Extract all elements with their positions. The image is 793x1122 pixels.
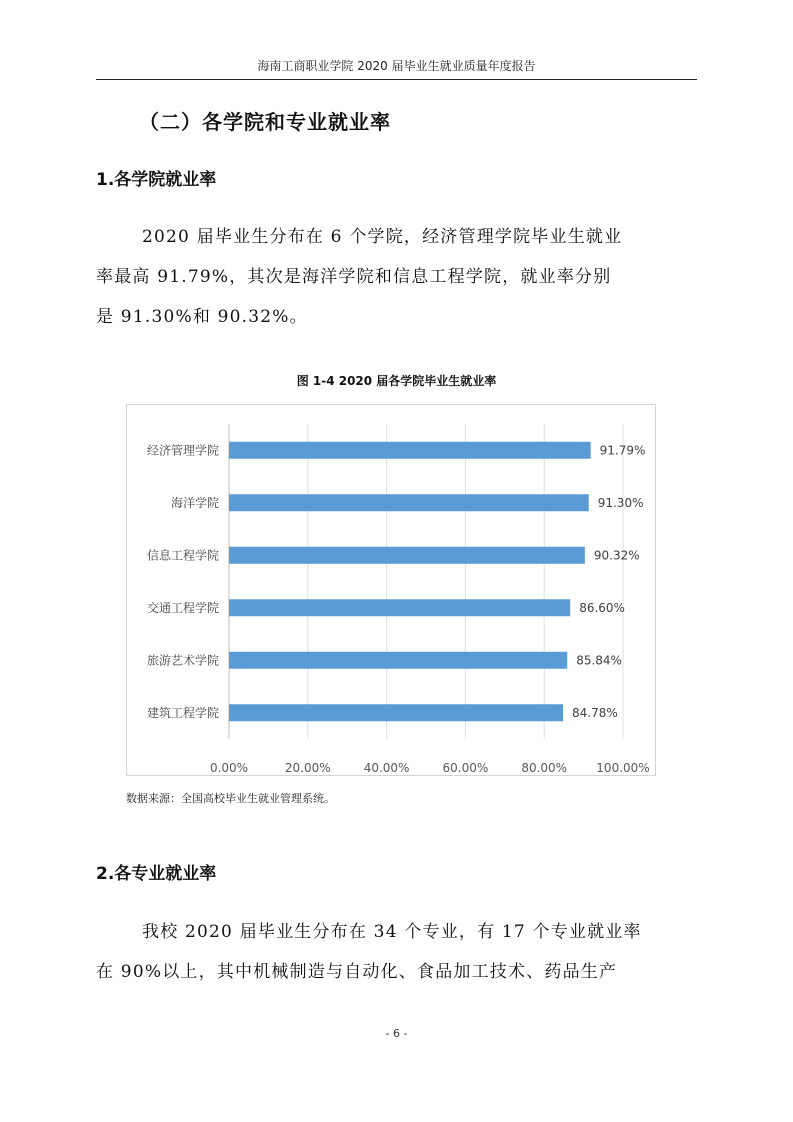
- page-number: - 6 -: [385, 1027, 408, 1040]
- x-tick-label: 60.00%: [442, 761, 489, 775]
- data-label: 91.30%: [597, 495, 644, 510]
- bar: [229, 704, 563, 721]
- figure-caption: 图 1-4 2020 届各学院毕业生就业率: [296, 374, 497, 388]
- category-label: 信息工程学院: [146, 548, 219, 563]
- bar: [229, 442, 591, 459]
- bar: [229, 547, 585, 564]
- data-label: 85.84%: [576, 653, 622, 668]
- paragraph-line: 是 91.30%和 90.32%。: [96, 307, 308, 327]
- x-tick-label: 100.00%: [596, 761, 650, 775]
- page-header: 海南工商职业学院 2020 届毕业生就业质量年度报告: [257, 59, 536, 73]
- x-tick-label: 0.00%: [209, 761, 249, 775]
- section-title: （二）各学院和专业就业率: [139, 110, 391, 134]
- data-label: 84.78%: [572, 705, 618, 720]
- data-label: 91.79%: [599, 443, 646, 458]
- data-label: 86.60%: [579, 600, 625, 615]
- major-rate-paragraph: [96, 912, 697, 992]
- college-rate-paragraph: [96, 217, 697, 337]
- category-label: 建筑工程学院: [146, 705, 219, 720]
- paragraph-line: 在 90%以上，其中机械制造与自动化、食品加工技术、药品生产: [96, 962, 618, 982]
- employment-rate-bar-chart: [126, 404, 656, 776]
- x-tick-label: 80.00%: [521, 761, 568, 775]
- bar: [229, 652, 567, 669]
- data-source-note: 数据来源：全国高校毕业生就业管理系统。: [126, 792, 335, 805]
- paragraph-line: 我校 2020 届毕业生分布在 34 个专业，有 17 个专业就业率: [142, 922, 642, 942]
- paragraph-line: 率最高 91.79%，其次是海洋学院和信息工程学院，就业率分别: [96, 267, 612, 287]
- paragraph-line: 2020 届毕业生分布在 6 个学院，经济管理学院毕业生就业: [142, 227, 623, 247]
- subsection-heading-college: 1.各学院就业率: [96, 170, 217, 190]
- bar: [229, 494, 589, 511]
- subsection-heading-major: 2.各专业就业率: [96, 864, 217, 884]
- category-label: 交通工程学院: [146, 600, 219, 615]
- category-label: 旅游艺术学院: [146, 653, 219, 668]
- header-divider: [96, 79, 697, 80]
- category-label: 经济管理学院: [146, 443, 219, 458]
- x-tick-label: 20.00%: [284, 761, 331, 775]
- x-tick-label: 40.00%: [363, 761, 410, 775]
- data-label: 90.32%: [593, 548, 640, 563]
- bar: [229, 599, 570, 616]
- category-label: 海洋学院: [170, 495, 219, 510]
